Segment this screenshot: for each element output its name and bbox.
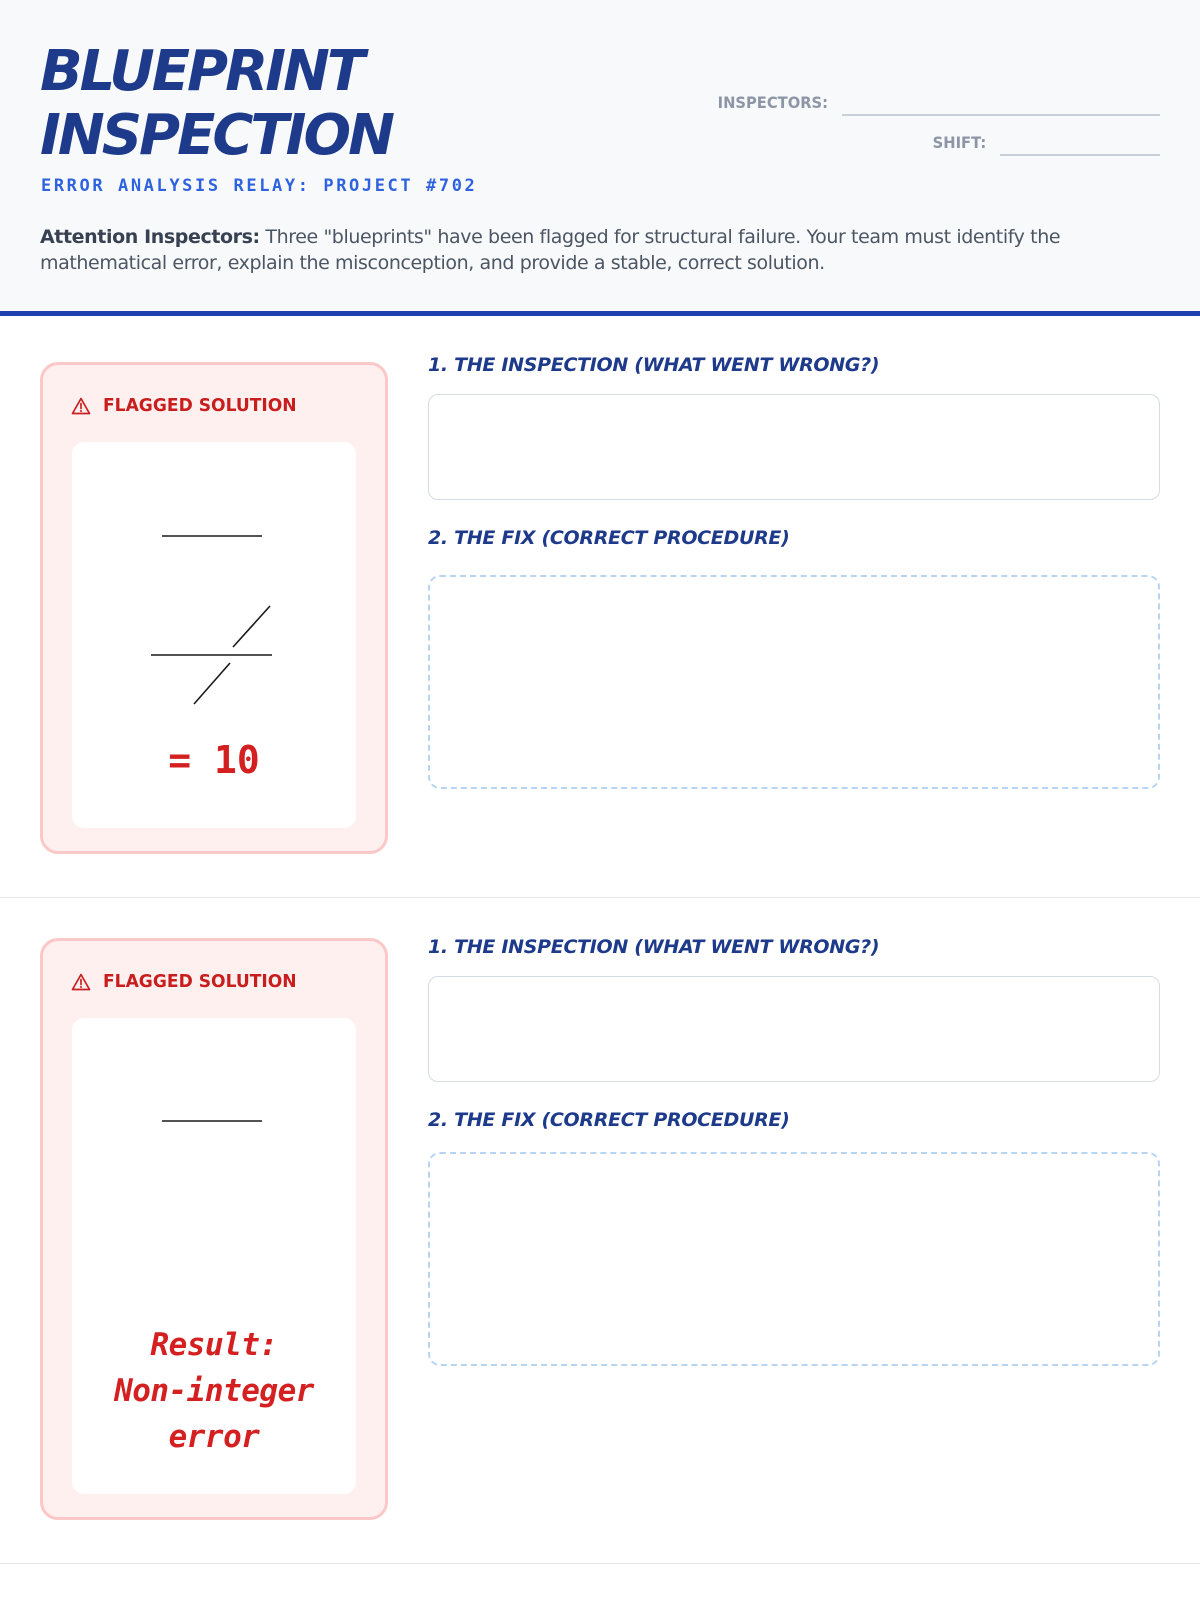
shift-label: SHIFT: xyxy=(932,133,986,152)
cancel-stroke xyxy=(194,663,230,704)
result-line-3: error xyxy=(168,1419,260,1455)
inspector-fields xyxy=(700,84,1160,164)
problem-section-1 xyxy=(0,316,1200,898)
inspectors-field xyxy=(700,84,1160,116)
inspection-answer-box[interactable] xyxy=(428,976,1160,1082)
work-area xyxy=(72,1018,356,1494)
fix-answer-box[interactable] xyxy=(428,1152,1160,1366)
result-line-1: Result: xyxy=(150,1327,278,1363)
result-line-2: Non-integer xyxy=(114,1373,314,1409)
flagged-solution-card xyxy=(40,362,388,854)
inspection-answer-box[interactable] xyxy=(428,394,1160,500)
intro-lead: Attention Inspectors: xyxy=(40,226,260,248)
flagged-solution-header xyxy=(71,971,307,992)
fix-label: 2. THE FIX (CORRECT PROCEDURE) xyxy=(428,1109,790,1131)
problem-section-2 xyxy=(0,898,1200,1564)
flagged-result: = 10 xyxy=(168,738,260,782)
warning-triangle-icon xyxy=(71,973,91,991)
shift-field xyxy=(700,124,1160,156)
worksheet-header xyxy=(0,0,1200,316)
flagged-solution-label: FLAGGED SOLUTION xyxy=(103,395,297,416)
inspection-label: 1. THE INSPECTION (WHAT WENT WRONG?) xyxy=(428,936,880,958)
page-title xyxy=(40,40,392,168)
inspectors-label: INSPECTORS: xyxy=(717,93,828,112)
flagged-solution-label: FLAGGED SOLUTION xyxy=(103,971,297,992)
intro-body: Three "blueprints" have been flagged for structural failure. Your team must identify the mathematical error, explain the misconception, and provide a stable, correct solution. xyxy=(40,226,1061,274)
title-line-2: INSPECTION xyxy=(40,103,392,168)
title-line-1: BLUEPRINT xyxy=(40,39,363,104)
inspectors-input-line[interactable] xyxy=(842,88,1160,116)
warning-triangle-icon xyxy=(71,397,91,415)
flagged-solution-card xyxy=(40,938,388,1520)
fix-label: 2. THE FIX (CORRECT PROCEDURE) xyxy=(428,527,790,549)
inspection-label: 1. THE INSPECTION (WHAT WENT WRONG?) xyxy=(428,354,880,376)
page-subtitle: ERROR ANALYSIS RELAY: PROJECT #702 xyxy=(41,176,478,196)
shift-input-line[interactable] xyxy=(1000,128,1160,156)
cancel-stroke xyxy=(233,606,270,647)
flagged-solution-header xyxy=(71,395,307,416)
flagged-result xyxy=(72,1322,356,1460)
intro-paragraph xyxy=(40,224,1150,276)
fix-answer-box[interactable] xyxy=(428,575,1160,789)
work-area xyxy=(72,442,356,828)
